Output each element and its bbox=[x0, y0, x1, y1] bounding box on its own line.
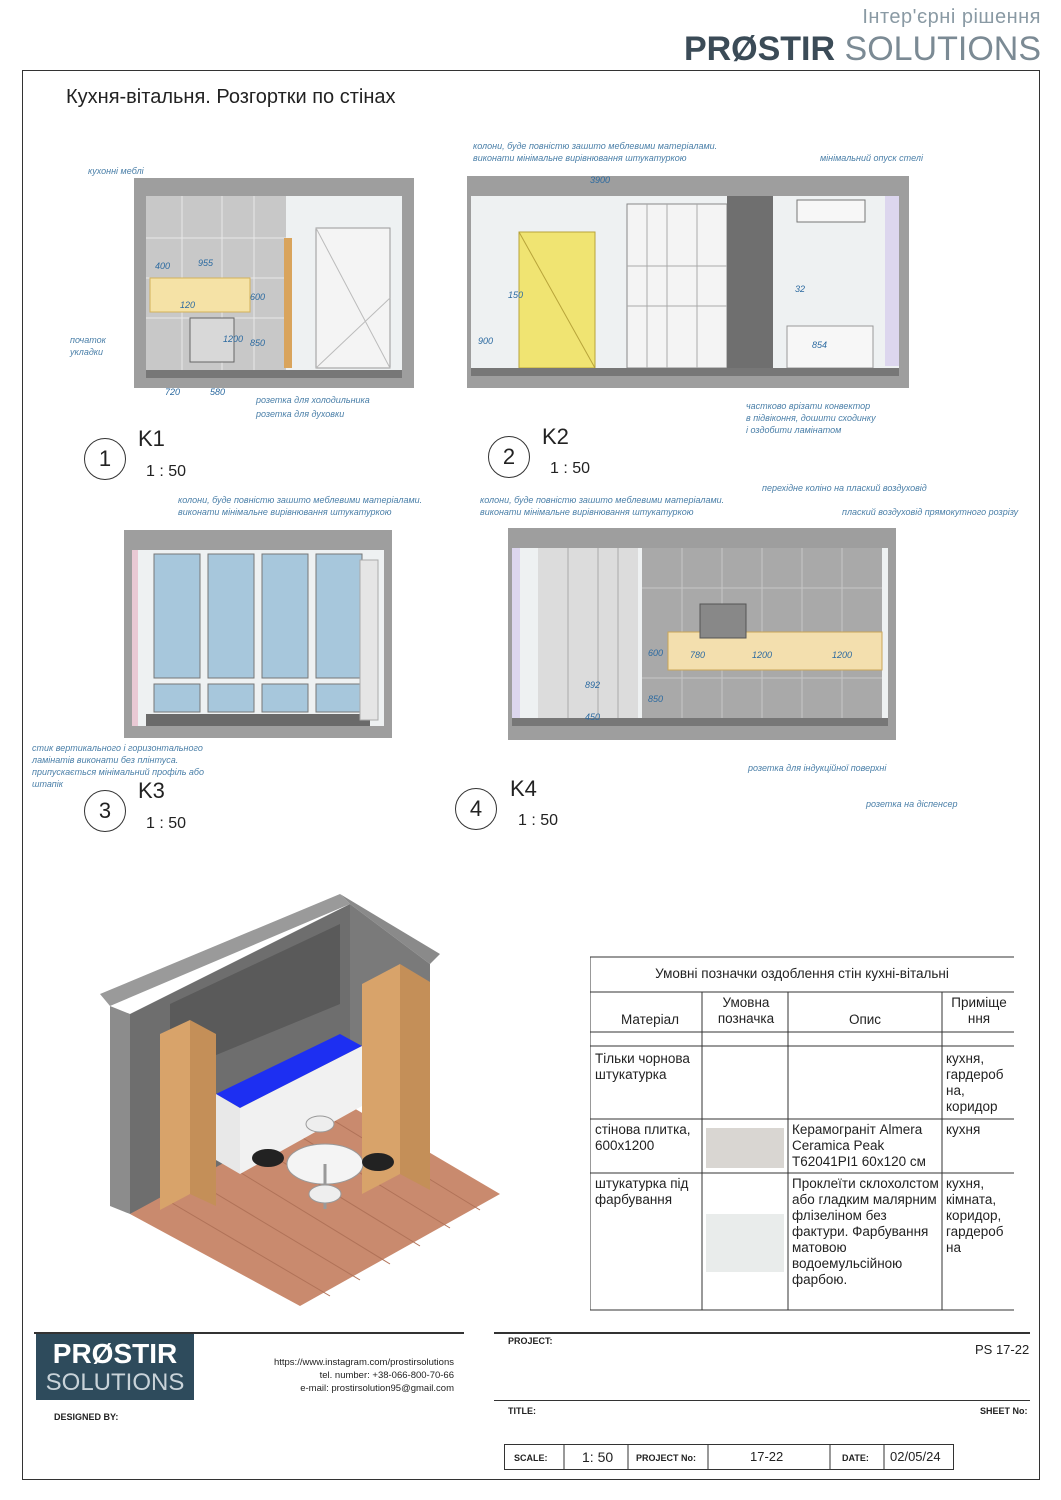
date-value: 02/05/24 bbox=[890, 1449, 941, 1464]
legend-row2-swatch-tile bbox=[706, 1128, 784, 1168]
note-k2-columns: колони, буде повністю зашито меблевими матеріалами. виконати мінімальне вирівнювання штукатуркою bbox=[473, 141, 718, 163]
view-scale-k4: 1 : 50 bbox=[518, 812, 559, 829]
view-scale-k1: 1 : 50 bbox=[146, 463, 187, 480]
dim-k1-1200: 1200 bbox=[223, 334, 244, 344]
elevation-k3 bbox=[124, 530, 392, 738]
view-number-2: 2 bbox=[488, 436, 530, 478]
view-scale-k2: 1 : 50 bbox=[550, 460, 591, 477]
view-code-k2: K2 bbox=[542, 424, 569, 449]
view-number-3: 3 bbox=[84, 790, 126, 832]
dim-k4-780: 780 bbox=[690, 650, 706, 660]
dim-k1-720: 720 bbox=[165, 387, 181, 397]
dim-k2-900: 900 bbox=[478, 336, 494, 346]
brand-header bbox=[683, 6, 1041, 68]
dim-k4-600: 600 bbox=[648, 648, 664, 658]
note-k4-elbow: перехідне коліно на плаский воздуховід bbox=[762, 483, 927, 493]
legend-row3-room: кухня, кімната, коридор, гардероб на bbox=[946, 1176, 1004, 1255]
note-k4-columns: колони, буде повністю зашито меблевими матеріалами. виконати мінімальне вирівнювання штукатуркою bbox=[480, 495, 725, 517]
footer-contacts bbox=[200, 1356, 454, 1395]
designed-by-label: DESIGNED BY: bbox=[54, 1412, 119, 1422]
dim-k1-400: 400 bbox=[155, 261, 171, 271]
project-no-value: 17-22 bbox=[750, 1449, 784, 1464]
view-code-k3: K3 bbox=[138, 778, 165, 803]
dim-k4-450: 450 bbox=[585, 712, 601, 722]
note-socket-oven: розетка для духовки bbox=[256, 409, 345, 419]
dim-k1-955: 955 bbox=[198, 258, 214, 268]
dim-k2-32: 32 bbox=[795, 284, 806, 294]
dim-k4-1200b: 1200 bbox=[832, 650, 853, 660]
dim-k4-1200: 1200 bbox=[752, 650, 773, 660]
legend-row3-swatch-plaster bbox=[706, 1214, 784, 1272]
legend-row2-material: стінова плитка, 600x1200 bbox=[595, 1122, 691, 1153]
dim-k2-150: 150 bbox=[508, 290, 524, 300]
dim-k2-3900: 3900 bbox=[590, 175, 611, 185]
view-code-k1: K1 bbox=[138, 426, 165, 451]
legend-header-symbol: Умовна позначка bbox=[717, 995, 775, 1026]
date-label: DATE: bbox=[842, 1453, 869, 1463]
project-label: PROJECT: bbox=[508, 1336, 553, 1346]
scale-label: SCALE: bbox=[514, 1453, 548, 1463]
note-k4-duct: плаский воздуховід прямокутного розрізу bbox=[842, 507, 1019, 517]
note-socket-fridge: розетка для холодильника bbox=[256, 395, 370, 405]
page-title: Кухня-вітальня. Розгортки по стінах bbox=[66, 86, 396, 108]
isometric-kitchen-view bbox=[100, 894, 500, 1306]
footer-email[interactable]: e-mail: prostirsolution95@gmail.com bbox=[300, 1383, 454, 1394]
dim-k1-850: 850 bbox=[250, 338, 266, 348]
view-number-1: 1 bbox=[84, 438, 126, 480]
legend-row3-material: штукатурка під фарбування bbox=[595, 1176, 689, 1207]
legend-row2-description: Керамограніт Almera Ceramica Peak T62041PI1 60x120 см bbox=[792, 1122, 926, 1169]
note-k2-convector: частково врізати конвектор в підвіконня, дошити сходинку і оздобити ламінатом bbox=[746, 401, 876, 435]
title-label: TITLE: bbox=[508, 1406, 536, 1416]
brand-logo: PRØSTIR SOLUTIONS bbox=[683, 30, 1041, 68]
legend-header-description: Опис bbox=[848, 1012, 882, 1027]
legend-row1-material: Тільки чорнова штукатурка bbox=[595, 1051, 690, 1082]
note-k3-joint: стик вертикального і горизонтального ламінатів виконати без плінтуса. припускається мінімальний профіль або штапік bbox=[32, 743, 205, 789]
scale-value: 1: 50 bbox=[582, 1449, 614, 1465]
elevation-k1 bbox=[134, 178, 414, 388]
note-k4-socket-induction: розетка для індукційної поверхні bbox=[748, 763, 887, 773]
view-scale-k3: 1 : 50 bbox=[146, 815, 187, 832]
legend-row3-description: Проклеїти склохолстом або гладким малярним флізеліном без фактури. Фарбування матовою водоемульсійною фарбою. bbox=[792, 1176, 939, 1287]
note-k3-columns: колони, буде повністю зашито меблевими матеріалами. виконати мінімальне вирівнювання штукатуркою bbox=[178, 495, 423, 517]
elevation-k2 bbox=[467, 176, 909, 388]
footer-logo: PRØSTIR SOLUTIONS bbox=[36, 1334, 194, 1400]
elevation-k4 bbox=[508, 528, 896, 740]
project-no-label: PROJECT No: bbox=[636, 1453, 697, 1463]
note-k2-ceiling: мінімальний опуск стелі bbox=[820, 153, 923, 163]
brand-tagline: Інтер'єрні рішення bbox=[862, 6, 1041, 28]
legend-title: Умовні позначки оздоблення стін кухні-вітальні bbox=[655, 966, 949, 981]
legend-row2-room: кухня bbox=[946, 1122, 981, 1137]
project-code: PS 17-22 bbox=[975, 1342, 1030, 1357]
view-number-4: 4 bbox=[455, 788, 497, 830]
note-start-laying: початок укладки bbox=[70, 335, 106, 357]
footer-instagram[interactable]: https://www.instagram.com/prostirsolutions bbox=[273, 1357, 454, 1368]
footer-scale-row-grid bbox=[504, 1444, 954, 1470]
dim-k1-120: 120 bbox=[180, 300, 196, 310]
legend-header-room: Приміще ння bbox=[951, 995, 1007, 1026]
dim-k4-892: 892 bbox=[585, 680, 601, 690]
dim-k4-850: 850 bbox=[648, 694, 664, 704]
note-kitchen-furniture: кухонні меблі bbox=[88, 166, 144, 176]
footer-divider-right bbox=[494, 1332, 1030, 1334]
legend-row1-room: кухня, гардероб на, коридор bbox=[946, 1051, 1004, 1114]
note-k4-socket-dispenser: розетка на діспенсер bbox=[866, 799, 958, 809]
footer-phone: tel. number: +38-066-800-70-66 bbox=[319, 1370, 454, 1381]
sheet-no-label: SHEET No: bbox=[980, 1406, 1028, 1416]
dim-k1-580: 580 bbox=[210, 387, 226, 397]
view-code-k4: K4 bbox=[510, 776, 537, 801]
dim-k1-600: 600 bbox=[250, 292, 266, 302]
legend-header-material: Матеріал bbox=[620, 1012, 680, 1027]
footer-divider-title bbox=[494, 1400, 1030, 1401]
dim-k2-854: 854 bbox=[812, 340, 828, 350]
